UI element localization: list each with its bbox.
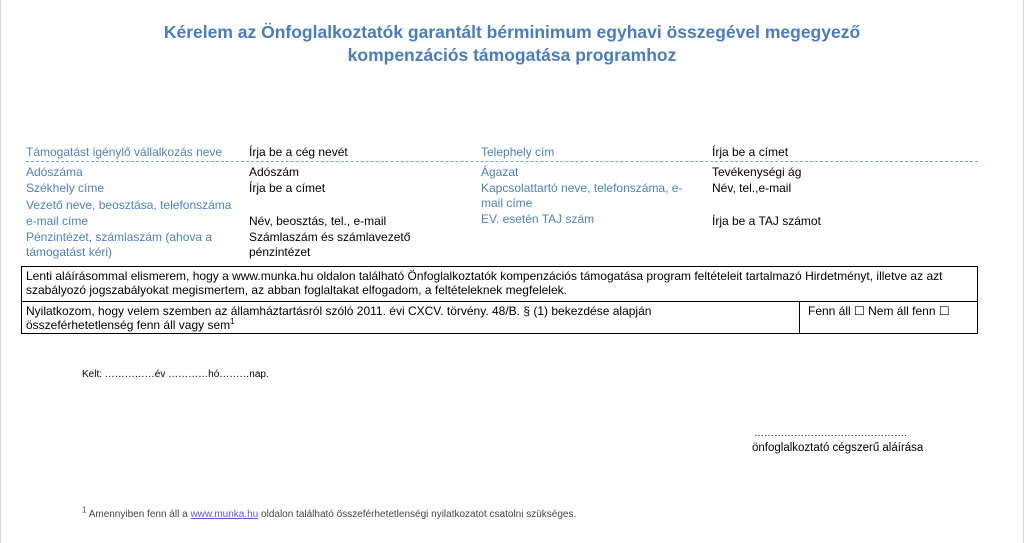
footnote-link[interactable]: www.munka.hu [190,509,259,520]
footnote-text-before: Amennyiben fenn áll a [88,509,188,520]
document-title [80,21,944,67]
statement-box [21,302,978,334]
hq-address-field[interactable]: Írja be a címet [249,181,326,195]
statement-text-line-2 [26,318,786,332]
bank-field-line-2[interactable]: pénzintézet [249,245,311,259]
manager-label-line-1: Vezető neve, beosztása, telefonszáma [26,198,232,212]
declaration-text-line-1: Lenti aláírásommal elismerem, hogy a www.munka.hu oldalon található Önfoglalkoztatók kompenzációs támogatása program feltételeit tartalmazó Hirdetményt, illetve az azt [26,269,943,283]
title-line-2: kompenzációs támogatása programhoz [347,45,677,65]
contact-label-line-2: mail címe [481,196,533,210]
date-line: Kelt: ……………év …………hó………nap. [82,369,269,380]
site-address-field[interactable]: Írja be a címet [712,145,789,159]
sector-label: Ágazat [481,165,519,179]
footnote-number: 1 [82,505,87,515]
taj-field[interactable]: Írja be a TAJ számot [712,214,821,228]
taj-label: EV. esetén TAJ szám [481,212,595,226]
tax-number-field[interactable]: Adószám [249,165,300,179]
option-applies-checkbox[interactable]: Fenn áll ☐ [808,304,865,318]
page-left-edge [0,0,1,543]
site-address-label: Telephely cím [481,145,555,159]
bank-label-line-2: támogatást kéri) [26,245,113,259]
statement-options [808,304,950,318]
hq-address-label: Székhely címe [26,181,105,195]
declaration-box [21,266,978,302]
manager-field[interactable]: Név, beosztás, tel., e-mail [249,214,387,228]
contact-field[interactable]: Név, tel.,e-mail [712,181,792,195]
statement-divider [799,302,800,333]
statement-text-line-2-main: összeférhetetlenség fenn áll vagy sem [26,318,231,332]
signature-line: ………………………………………. [754,428,907,439]
company-name-field[interactable]: Írja be a cég nevét [249,145,348,159]
contact-label-line-1: Kapcsolattartó neve, telefonszáma, e- [481,181,683,195]
option-not-applies-checkbox[interactable]: Nem áll fenn ☐ [868,304,950,318]
declaration-text-line-2: szabályozó jogszabályokat megismertem, az abban foglaltakat elfogadom, a feltételeknek megfelelek. [26,283,567,297]
footnote [82,505,577,520]
footnote-ref: 1 [230,317,235,326]
statement-text-line-1: Nyilatkozom, hogy velem szemben az államháztartásról szóló 2011. évi CXCV. törvény. 48/B. § (1) bekezdése alapján [26,304,652,318]
company-name-label: Támogatást igénylő vállalkozás neve [26,145,223,159]
manager-label-line-2: e-mail címe [26,214,89,228]
footnote-text-after: oldalon található összeférhetetlenségi nyilatkozatot csatolni szükséges. [261,509,577,520]
title-line-1: Kérelem az Önfoglalkoztatók garantált bérminimum egyhavi összegével megegyező [163,22,861,42]
sector-field[interactable]: Tevékenységi ág [712,165,802,179]
statement-text [26,304,786,332]
tax-number-label: Adószáma [26,165,83,179]
bank-field-line-1[interactable]: Számlaszám és számlavezető [249,230,411,244]
signature-label: önfoglalkoztató cégszerű aláírása [752,442,924,454]
bank-label-line-1: Pénzintézet, számlaszám (ahova a [26,230,213,244]
dashed-separator [26,161,978,162]
